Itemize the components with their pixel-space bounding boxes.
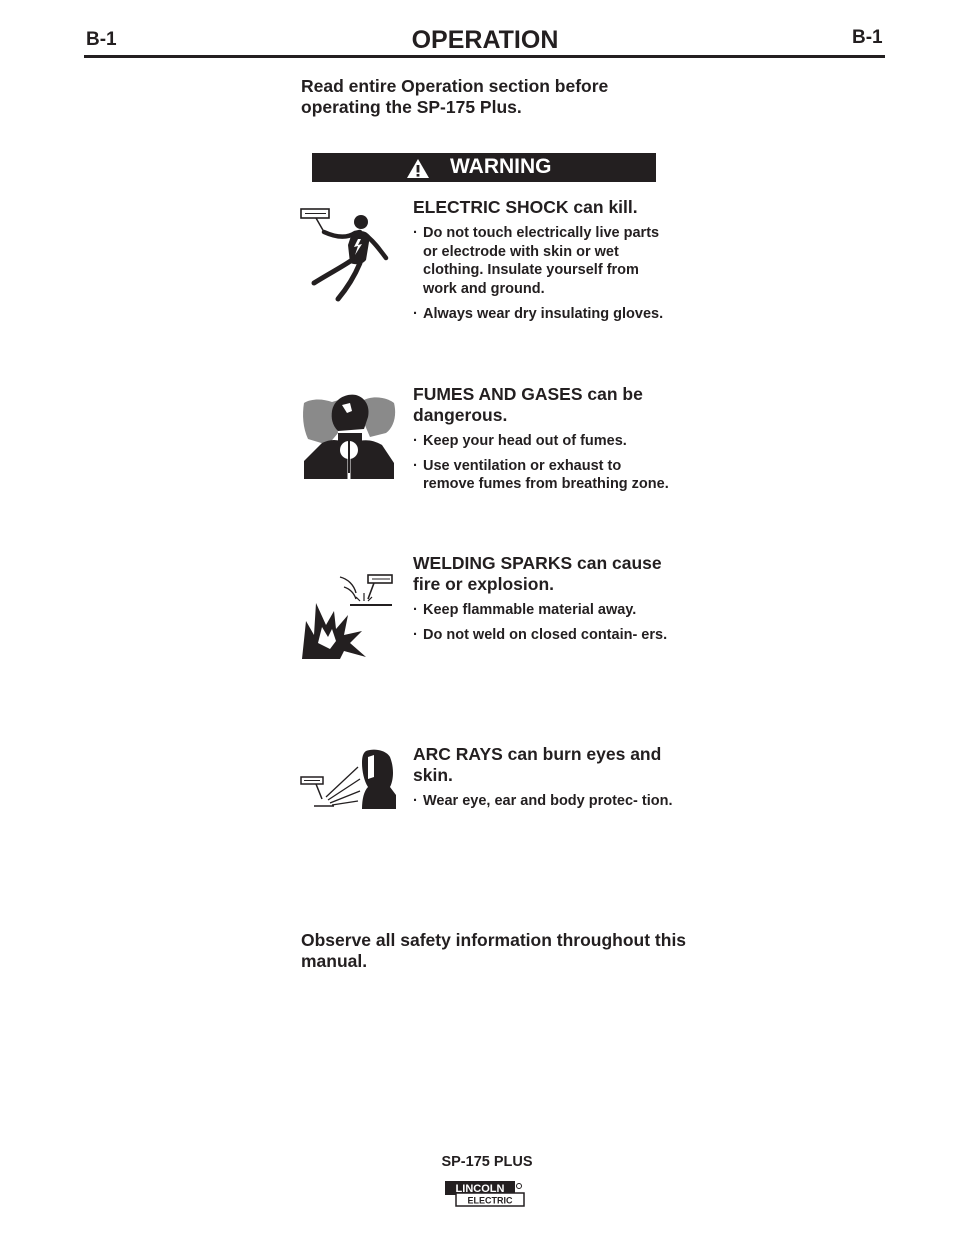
section-arc-rays <box>413 744 673 811</box>
fumes-icon <box>302 393 398 479</box>
section-sparks <box>413 553 673 644</box>
page-number-right: B-1 <box>852 27 883 48</box>
bullet-item: · Keep flammable material away. <box>413 601 673 620</box>
footer-model: SP-175 PLUS <box>441 1154 533 1170</box>
page-title: OPERATION <box>411 26 559 54</box>
lincoln-electric-logo <box>444 1180 526 1208</box>
electric-shock-icon <box>300 205 400 303</box>
section-fumes <box>413 384 673 494</box>
closing-text: Observe all safety information throughout this manual. <box>301 930 687 971</box>
bullet-item: · Do not weld on closed contain- ers. <box>413 626 673 645</box>
arc-rays-icon <box>300 747 400 809</box>
section-title: FUMES AND GASES can be dangerous. <box>413 384 643 425</box>
bullet-item: · Use ventilation or exhaust to remove fumes from breathing zone. <box>413 457 673 494</box>
intro-text: Read entire Operation section before operating the SP-175 Plus. <box>301 76 609 117</box>
section-electric-shock <box>413 197 673 324</box>
logo-text-bottom: ELECTRIC <box>467 1195 513 1206</box>
section-title: WELDING SPARKS can cause fire or explosion. <box>413 553 662 594</box>
logo-text-top: LINCOLN <box>455 1183 505 1195</box>
page-number-left: B-1 <box>86 29 117 50</box>
section-title: ELECTRIC SHOCK can kill. <box>413 197 638 217</box>
section-title: ARC RAYS can burn eyes and skin. <box>413 744 662 785</box>
warning-banner <box>312 153 656 182</box>
sparks-explosion-icon <box>300 573 400 661</box>
header-rule <box>84 55 885 58</box>
bullet-item: · Keep your head out of fumes. <box>413 432 673 451</box>
warning-triangle-icon <box>406 158 430 179</box>
bullet-item: · Wear eye, ear and body protec- tion. <box>413 792 673 811</box>
bullet-item: · Do not touch electrically live parts or electrode with skin or wet clothing. Insulate yourself from work and ground. <box>413 224 673 299</box>
warning-label: WARNING <box>450 155 552 178</box>
bullet-item: · Always wear dry insulating gloves. <box>413 305 673 324</box>
